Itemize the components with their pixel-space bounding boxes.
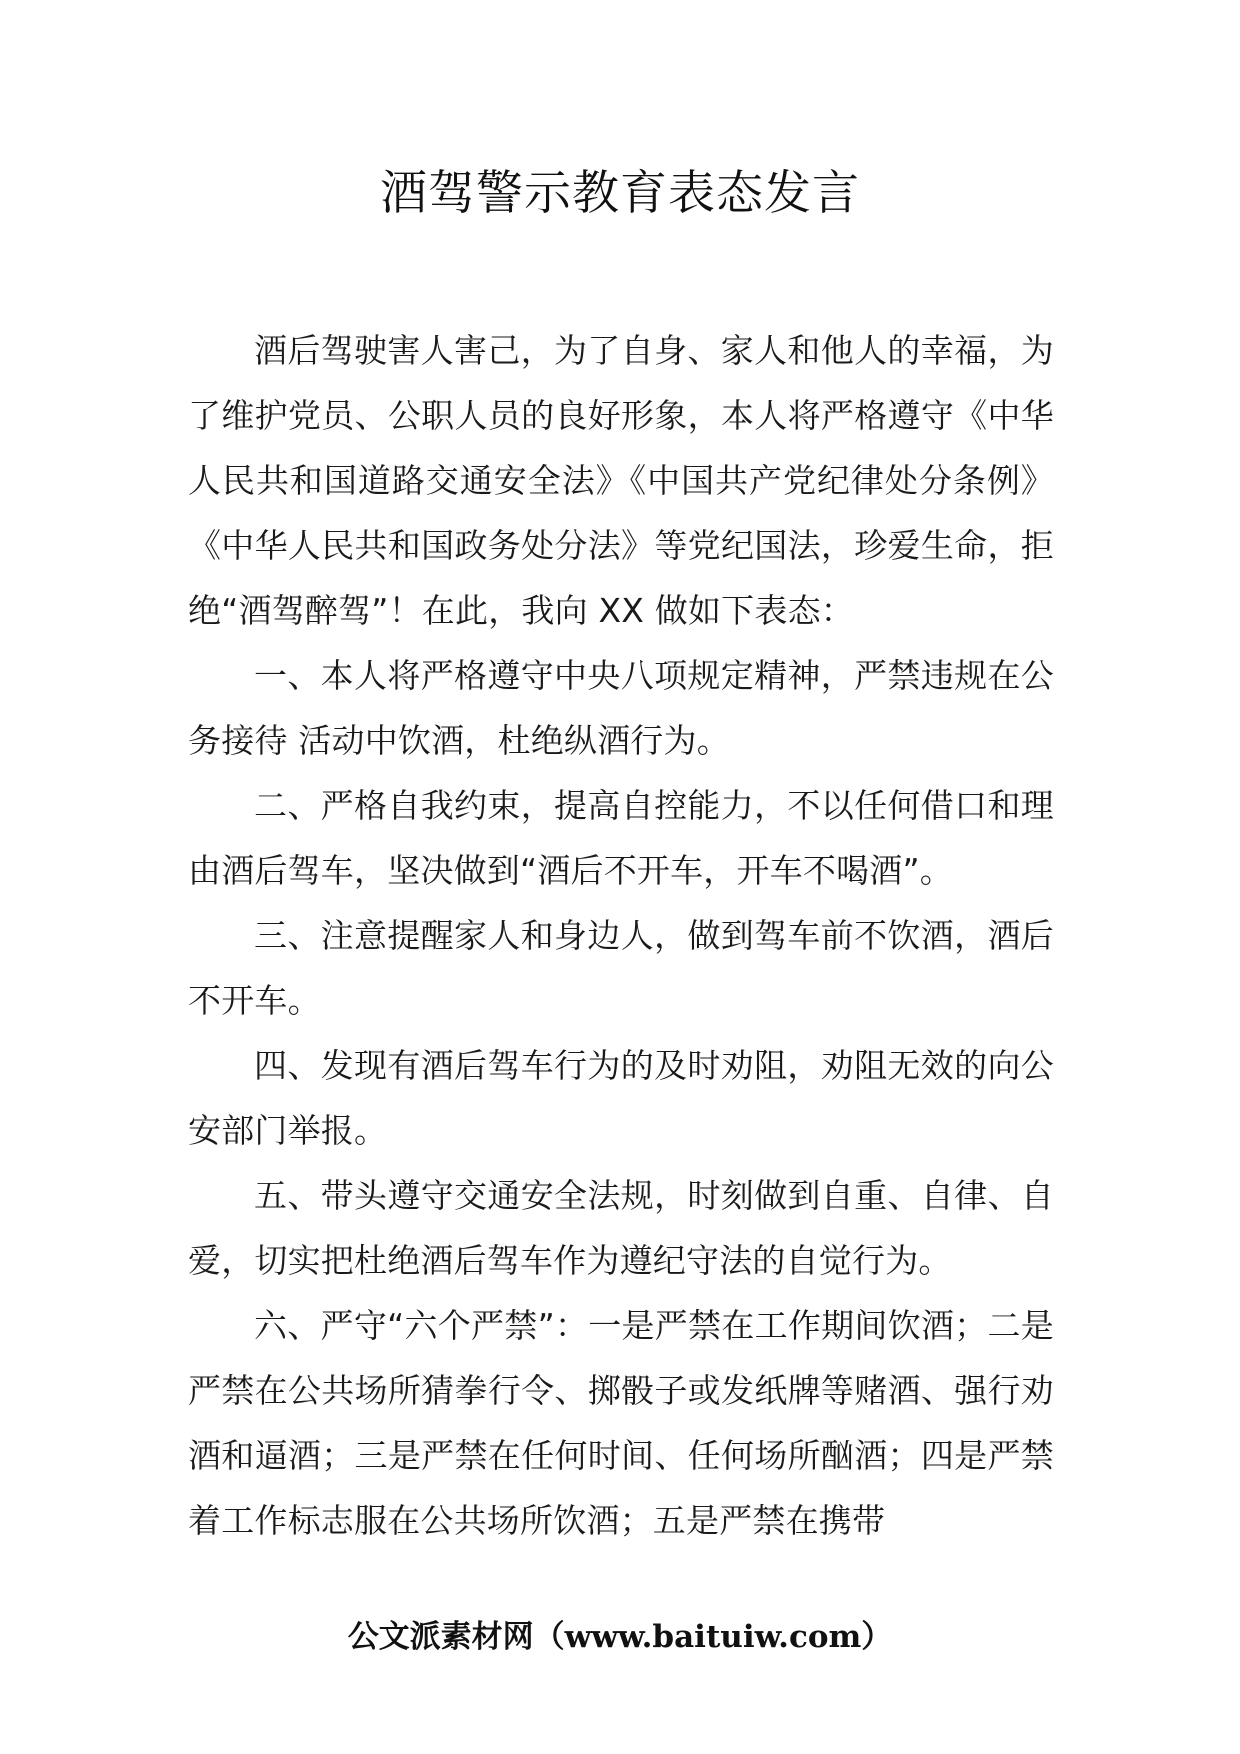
paragraph-intro: 酒后驾驶害人害己，为了自身、家人和他人的幸福，为了维护党员、公职人员的良好形象，本人将严格遵守《中华人民共和国道路交通安全法》《中国共产党纪律处分条例》《中华人民共和国政务处分法》等党纪国法，珍爱生命，拒绝“酒驾醉驾”！在此，我向 XX 做如下表态： [188,331,1054,630]
paragraph-item-1: 一、本人将严格遵守中央八项规定精神，严禁违规在公务接待 活动中饮酒，杜绝纵酒行为。 [188,656,1054,760]
document-body [188,318,1054,1553]
paragraph-item-5: 五、带头遵守交通安全法规，时刻做到自重、自律、自爱，切实把杜绝酒后驾车作为遵纪守法的自觉行为。 [188,1176,1054,1280]
paragraph-item-4: 四、发现有酒后驾车行为的及时劝阻，劝阻无效的向公安部门举报。 [188,1046,1054,1150]
source-footer: 公文派素材网（www.baituiw.com） [347,1619,893,1655]
document-title: 酒驾警示教育表态发言 [380,166,860,221]
paragraph-item-6: 六、严守“六个严禁”：一是严禁在工作期间饮酒；二是严禁在公共场所猜拳行令、掷骰子或发纸牌等赌酒、强行劝酒和逼酒；三是严禁在任何时间、任何场所酗酒；四是严禁着工作标志服在公共场所饮酒；五是严禁在携带 [188,1306,1054,1540]
paragraph-item-2: 二、严格自我约束，提高自控能力，不以任何借口和理由酒后驾车，坚决做到“酒后不开车，开车不喝酒”。 [188,786,1054,890]
paragraph-item-3: 三、注意提醒家人和身边人，做到驾车前不饮酒，酒后不开车。 [188,916,1054,1020]
